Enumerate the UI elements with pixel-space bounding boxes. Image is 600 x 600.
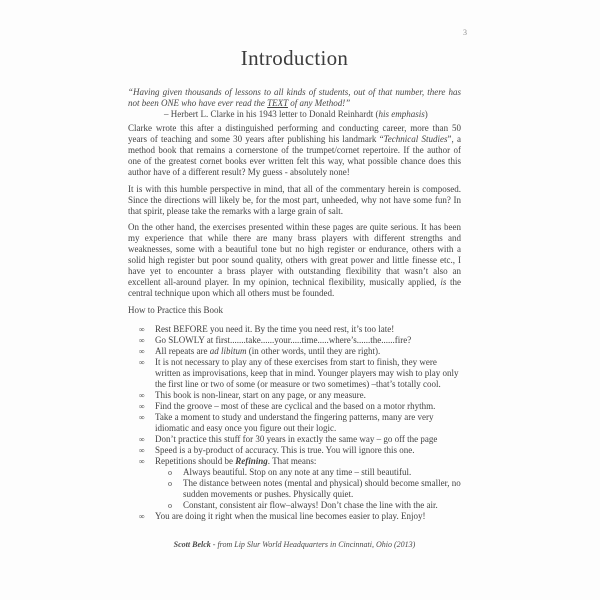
bullet-text: Don’t practice this stuff for 30 years in exactly the same way – go off the page <box>155 434 438 444</box>
bullet-item <box>128 401 461 412</box>
bullet-text: Rest BEFORE you need it. By the time you need rest, it’s too late! <box>155 324 395 334</box>
infinity-bullet-icon: ∞ <box>139 434 145 444</box>
infinity-bullet-icon: ∞ <box>139 445 145 455</box>
bullet-item-repetitions <box>128 456 461 511</box>
page-title: Introduction <box>240 46 349 70</box>
attribution-emphasis: his emphasis <box>378 109 425 119</box>
infinity-bullet-icon: ∞ <box>139 357 145 367</box>
bullet-item <box>128 324 461 335</box>
infinity-bullet-icon: ∞ <box>139 412 145 422</box>
epigraph-underlined-word: TEXT <box>267 98 288 108</box>
page-number: 3 <box>463 28 467 37</box>
infinity-bullet-icon: ∞ <box>139 456 145 466</box>
sub-bullet-item <box>155 478 461 500</box>
infinity-bullet-icon: ∞ <box>139 390 145 400</box>
infinity-bullet-icon: ∞ <box>139 324 145 334</box>
bullet-text: Speed is a by-product of accuracy. This is true. You will ignore this one. <box>155 445 415 455</box>
bullet-text-end: (in other words, until they are right). <box>246 346 381 356</box>
bullet-text: Repetitions should be <box>155 456 236 466</box>
bullet-text: You are doing it right when the musical line becomes easier to play. Enjoy! <box>155 511 426 521</box>
sub-bullet-text: The distance between notes (mental and physical) should become smaller, no sudden movements or pushes. Physically quiet. <box>183 478 461 499</box>
epigraph-text-end: of any Method!” <box>287 98 351 108</box>
infinity-bullet-icon: ∞ <box>139 511 145 521</box>
epigraph-attribution <box>128 109 461 120</box>
section-heading: How to Practice this Book <box>128 305 223 315</box>
paragraph-exercises <box>128 222 461 299</box>
circle-bullet-icon: o <box>168 501 172 510</box>
bullet-item <box>128 357 461 390</box>
bullet-item <box>128 412 461 434</box>
bullet-text: Take a moment to study and understand the fingering patterns, many are very idiomatic and easy once you figure out their logic. <box>155 412 434 433</box>
sub-bullet-list <box>155 467 461 511</box>
paragraph-text: Clarke wrote this after a distinguished performing and conducting career, more than 50 years of teaching and some 30 years after publishing his landmark “ <box>128 123 461 144</box>
paragraph-text: On the other hand, the exercises presented within these pages are quite serious. It has been my experience that while there are many brass players with different strengths and weaknesses, some with a beautiful tone but no high register or endurance, others with a solid high register but poor sound quality, others with great power and little finesse etc., I have yet to encounter a brass player with outstanding flexibility that wasn’t also an excellent all-around player. In my opinion, technical flexibility, musically applied, <box>128 222 461 287</box>
circle-bullet-icon: o <box>168 468 172 477</box>
bullet-item <box>128 445 461 456</box>
body-text <box>128 87 461 550</box>
sub-bullet-text: Constant, consistent air flow–always! Don’t chase the line with the air. <box>183 500 438 510</box>
bullet-item <box>128 511 461 522</box>
epigraph-quote <box>128 87 461 109</box>
bullet-item <box>128 346 461 357</box>
paragraph-text-end: the central technique upon which all others must be founded. <box>128 277 462 298</box>
author-name: Scott Belck <box>173 540 211 549</box>
bullet-text: It is not necessary to play any of these exercises from start to finish, they were written as improvisations, keep that in mind. Younger players may wish to play only the first line or two of some (or measure or two sometimes) –that’s totally cool. <box>155 357 459 389</box>
refining-emphasis: Refining <box>235 456 268 466</box>
bullet-text: This book is non-linear, start on any page, or any measure. <box>155 390 366 400</box>
infinity-bullet-icon: ∞ <box>139 401 145 411</box>
paragraph-perspective: It is with this humble perspective in mind, that all of the commentary herein is composed. Since the directions will likely be, for the most part, unheeded, why not have some fun? In that spirit, please take the remarks with a large grain of salt. <box>128 184 461 216</box>
page-content <box>128 0 461 550</box>
paragraph-text-end: ”, a method book that remains a cornerstone of the trumpet/cornet repertoire. If the author of one of the greatest cornet books ever written felt this way, what possible chance does this author have of a different result? My guess - absolutely none! <box>128 134 461 177</box>
sub-bullet-item <box>155 467 461 478</box>
infinity-bullet-icon: ∞ <box>139 346 145 356</box>
circle-bullet-icon: o <box>168 479 172 488</box>
bullet-text: Go SLOWLY at first.......take......your.....time.....where’s......the......fire? <box>155 335 412 345</box>
sub-bullet-text: Always beautiful. Stop on any note at any time – still beautiful. <box>183 467 412 477</box>
attribution-text-end: ) <box>424 109 428 119</box>
bullet-text: Find the groove – most of these are cyclical and the based on a motor rhythm. <box>155 401 436 411</box>
book-title-italic: Technical Studies <box>383 134 448 144</box>
epigraph-text: “Having given thousands of lessons to all kinds of students, out of that number, there has not been ONE who have ever read the <box>128 87 461 108</box>
footer-credit-text: - from Lip Slur World Headquarters in Cincinnati, Ohio (2013) <box>210 540 416 549</box>
bullet-text-end: . That means: <box>267 456 317 466</box>
bullet-item <box>128 335 461 346</box>
sub-bullet-item <box>155 500 461 511</box>
attribution-text: – Herbert L. Clarke in his 1943 letter to Donald Reinhardt ( <box>164 109 379 119</box>
infinity-bullet-icon: ∞ <box>139 335 145 345</box>
bullet-list <box>128 324 461 522</box>
bullet-item <box>128 434 461 445</box>
bullet-text: All repeats are <box>155 346 210 356</box>
bullet-item <box>128 390 461 401</box>
latin-term-italic: ad libitum <box>209 346 247 356</box>
footer-credit <box>128 539 461 550</box>
paragraph-clarke <box>128 123 461 178</box>
emphasis-is: is <box>440 277 447 287</box>
